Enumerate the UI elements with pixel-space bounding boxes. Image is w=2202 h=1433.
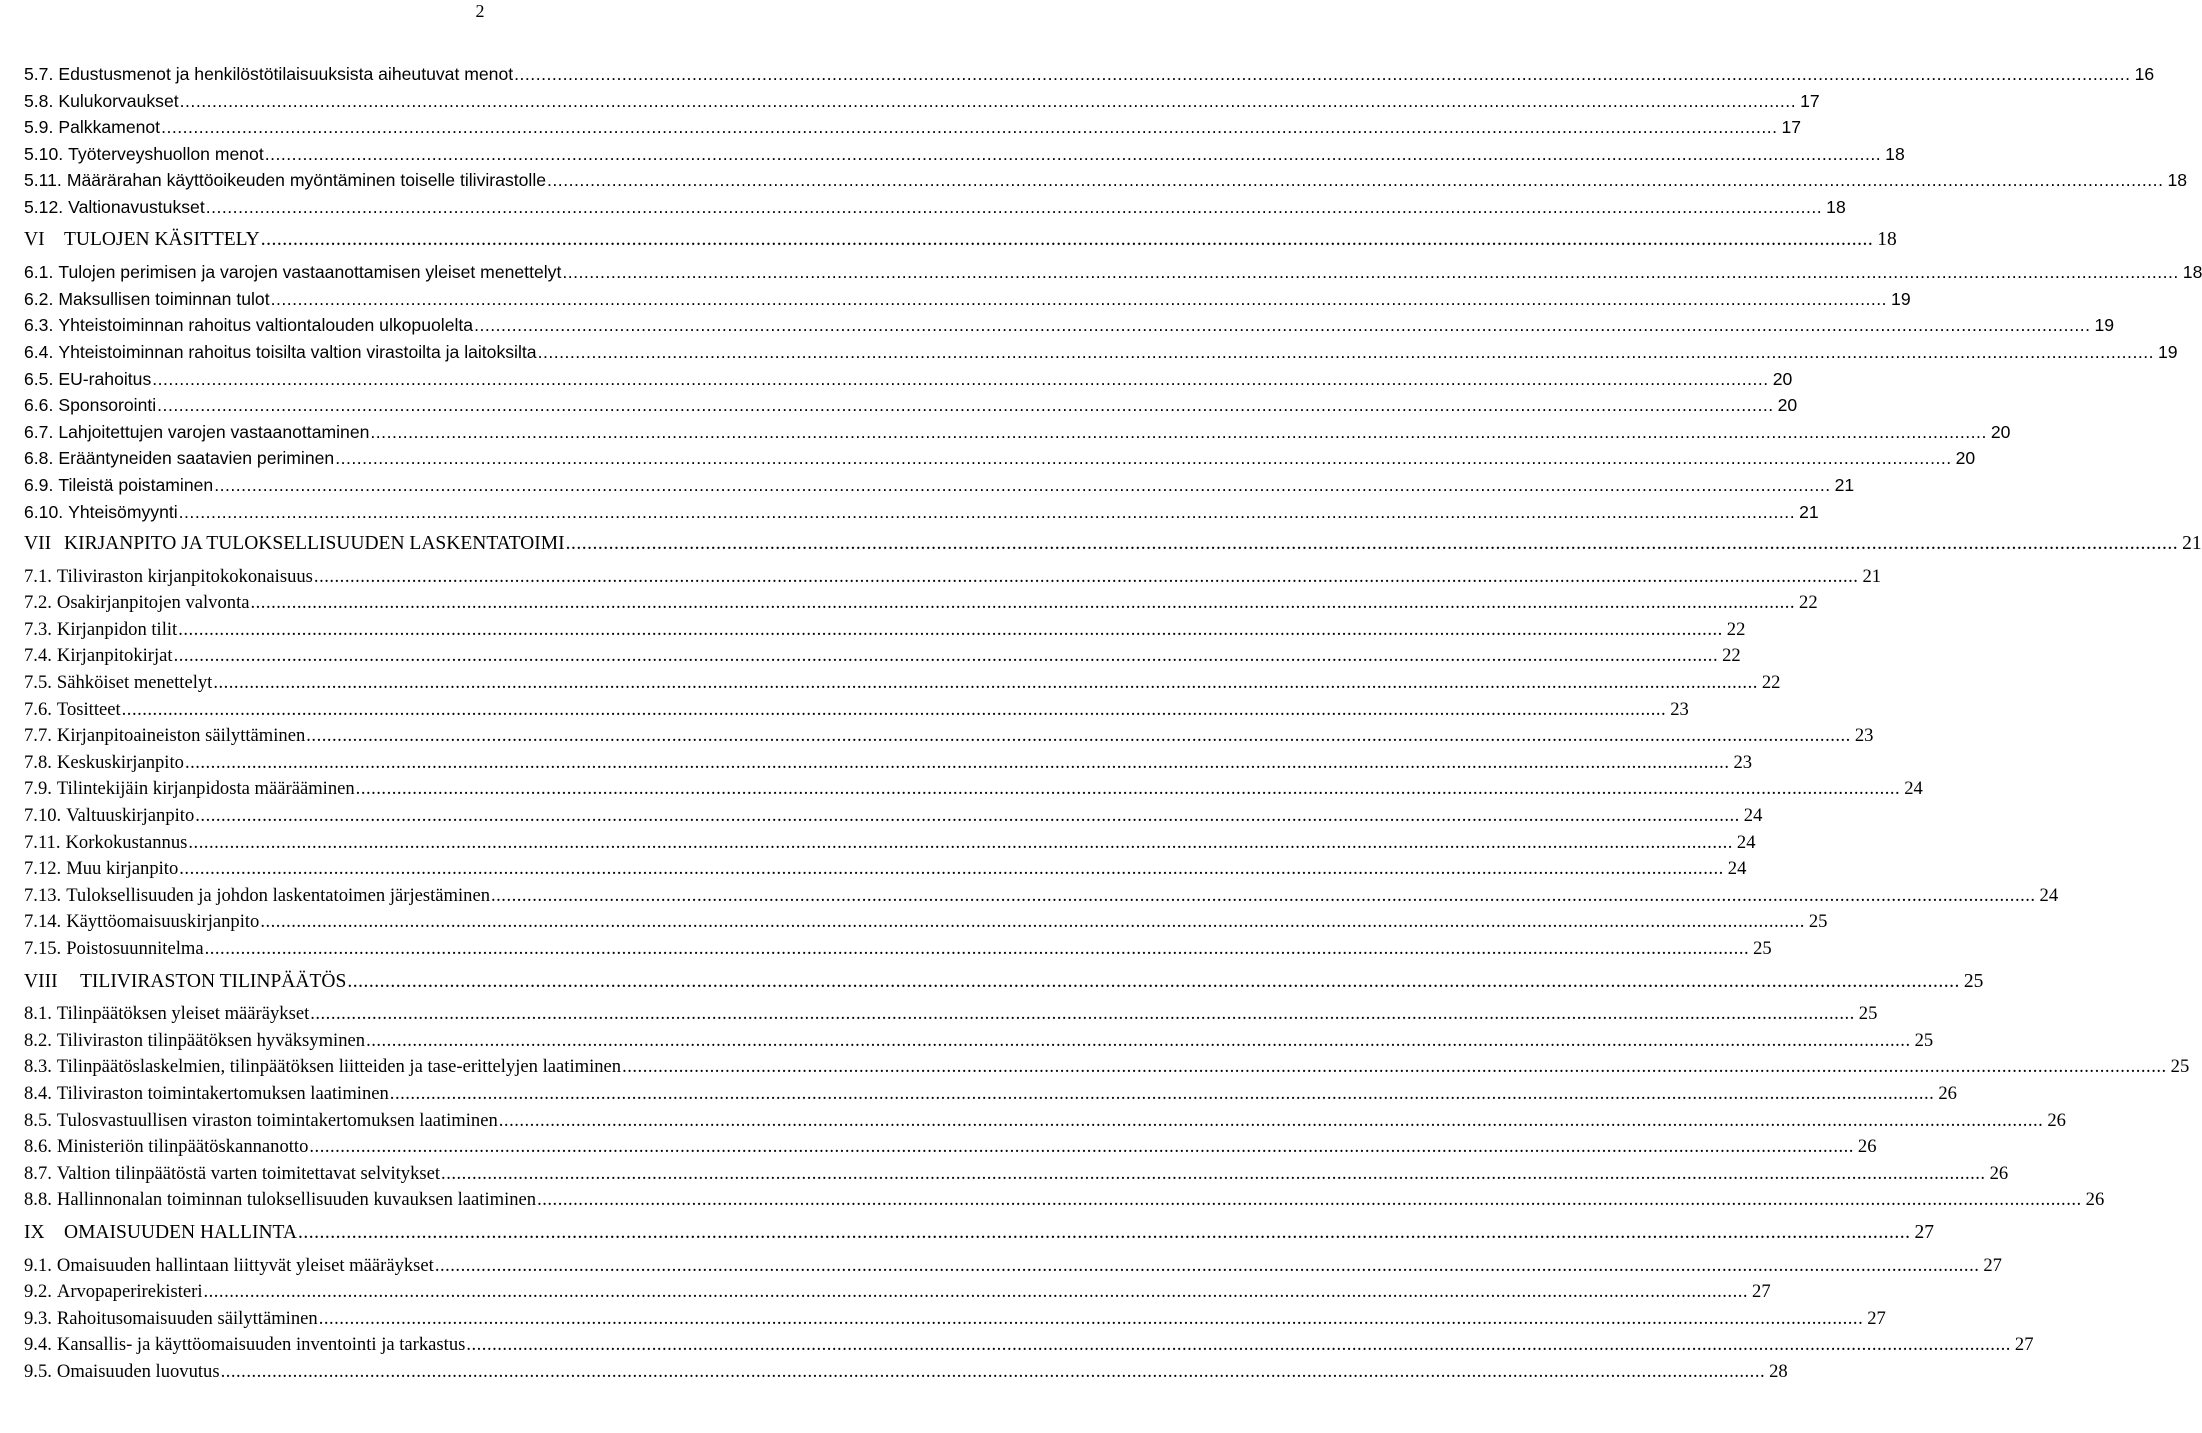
dot-leader: ............................................................................................................................................................................................................................................................................................................ (260, 911, 1805, 933)
toc-entry[interactable] (24, 167, 2188, 194)
toc-section-number: 6.10. (24, 501, 64, 522)
dot-leader: ............................................................................................................................................................................................................................................................................................................ (434, 1254, 1980, 1276)
dot-leader: ............................................................................................................................................................................................................................................................................................................ (195, 805, 1740, 827)
dot-leader: ............................................................................................................................................................................................................................................................................................................ (537, 1189, 2082, 1211)
toc-section-number: 7.7. (24, 725, 52, 747)
toc-section-title: Arvopaperirekisteri (56, 1281, 203, 1303)
dot-leader: ............................................................................................................................................................................................................................................................................................................ (264, 143, 1882, 164)
dot-leader: ............................................................................................................................................................................................................................................................................................................ (184, 751, 1730, 773)
toc-section-title: Rahoitusomaisuuden säilyttäminen (56, 1307, 318, 1329)
toc-entry[interactable] (24, 1279, 1771, 1306)
toc-page-number: 22 (1726, 618, 1746, 640)
toc-page-number: 20 (1772, 368, 1793, 389)
dot-leader: ............................................................................................................................................................................................................................................................................................................ (161, 117, 1778, 138)
toc-section-title: Yhteisömyynti (68, 501, 178, 522)
toc-entry[interactable] (24, 617, 1746, 644)
toc-entry[interactable] (24, 1108, 2066, 1135)
toc-section-number: 7.8. (24, 751, 52, 773)
table-of-contents (24, 61, 2202, 1386)
toc-section-title: Kirjanpidon tilit (56, 618, 178, 640)
toc-section-title: EU-rahoitus (58, 368, 152, 389)
toc-entry[interactable] (24, 883, 2059, 910)
toc-page-number: 18 (1885, 143, 1905, 164)
toc-page-number: 26 (2047, 1109, 2066, 1131)
dot-leader: ............................................................................................................................................................................................................................................................................................................ (474, 315, 2091, 336)
toc-section-title: Valtion tilinpäätöstä varten toimitettavat selvitykset (56, 1162, 441, 1184)
toc-section-number: 6.6. (24, 395, 54, 416)
toc-section-number: 9.3. (24, 1307, 52, 1329)
toc-page-number: 25 (1753, 938, 1772, 959)
toc-entry[interactable] (24, 723, 1874, 750)
toc-page-number: 23 (1854, 725, 1874, 747)
dot-leader: ............................................................................................................................................................................................................................................................................................................ (441, 1162, 1986, 1184)
toc-page-number: 22 (1799, 592, 1818, 614)
dot-leader: ............................................................................................................................................................................................................................................................................................................ (498, 1109, 2044, 1131)
toc-entry[interactable] (24, 856, 1747, 883)
toc-section-number: 6.5. (24, 368, 54, 389)
toc-section-title: Tilintekijäin kirjanpidosta määrääminen (56, 778, 355, 800)
toc-page-number: 21 (2182, 533, 2202, 555)
toc-page-number: 20 (1990, 421, 2011, 442)
toc-section-title: Tulojen perimisen ja varojen vastaanottamisen yleiset menettelyt (58, 262, 562, 283)
dot-leader: ............................................................................................................................................................................................................................................................................................................ (297, 1221, 1911, 1243)
dot-leader: ............................................................................................................................................................................................................................................................................................................ (366, 1029, 1911, 1051)
toc-entry[interactable] (24, 88, 1820, 115)
toc-entry[interactable] (24, 141, 1905, 168)
dot-leader: ............................................................................................................................................................................................................................................................................................................ (622, 1056, 2167, 1078)
dot-leader: ............................................................................................................................................................................................................................................................................................................ (188, 831, 1733, 853)
toc-section-number: 9.5. (24, 1360, 52, 1382)
toc-page-number: 19 (2158, 341, 2178, 362)
toc-page-number: 25 (1858, 1003, 1878, 1025)
dot-leader: ............................................................................................................................................................................................................................................................................................................ (173, 645, 1719, 667)
toc-entry[interactable] (24, 643, 1741, 670)
toc-section-title: Korkokustannus (65, 831, 188, 853)
toc-section-number: 6.7. (24, 421, 54, 442)
toc-section-title: Työterveyshuollon menot (68, 143, 264, 164)
toc-entry[interactable] (24, 114, 1802, 141)
toc-section-number: 8.3. (24, 1056, 52, 1078)
toc-section-number: VI (24, 228, 45, 250)
toc-section-title: Kirjanpitoaineiston säilyttäminen (56, 725, 306, 747)
toc-page-number: 22 (1722, 645, 1741, 667)
toc-entry[interactable] (24, 259, 2202, 286)
toc-page-number: 18 (1877, 228, 1897, 250)
toc-entry[interactable] (24, 776, 1923, 803)
toc-section-number: 5.8. (24, 90, 54, 111)
toc-section-title: Yhteistoiminnan rahoitus toisilta valtion virastoilta ja laitoksilta (58, 341, 537, 362)
dot-leader: ............................................................................................................................................................................................................................................................................................................ (121, 698, 1667, 720)
toc-entry[interactable] (24, 697, 1689, 724)
toc-page-number: 25 (1963, 970, 1984, 992)
toc-section-title: Osakirjanpitojen valvonta (56, 592, 250, 614)
toc-section-number: 6.3. (24, 315, 54, 336)
toc-chapter-heading[interactable] (24, 969, 1984, 996)
dot-leader: ............................................................................................................................................................................................................................................................................................................ (203, 1281, 1749, 1303)
toc-section-title: Hallinnonalan toiminnan tuloksellisuuden kuvauksen laatiminen (56, 1189, 537, 1211)
dot-leader: ............................................................................................................................................................................................................................................................................................................ (537, 341, 2154, 362)
toc-section-number: IX (24, 1221, 45, 1243)
toc-chapter-heading[interactable] (24, 227, 1897, 254)
dot-leader: ............................................................................................................................................................................................................................................................................................................ (562, 262, 2179, 283)
toc-entry[interactable] (24, 909, 1828, 936)
toc-section-number: 7.14. (24, 911, 62, 933)
dot-leader: ............................................................................................................................................................................................................................................................................................................ (179, 858, 1724, 880)
toc-entry[interactable] (24, 936, 1772, 963)
toc-entry[interactable] (24, 499, 1819, 526)
dot-leader: ............................................................................................................................................................................................................................................................................................................ (309, 1136, 1854, 1158)
toc-section-title: Sähköiset menettelyt (56, 672, 213, 694)
toc-page-number: 24 (2039, 884, 2059, 906)
toc-page-number: 28 (1769, 1360, 1788, 1382)
toc-section-number: 5.11. (24, 170, 62, 191)
toc-section-number: 6.9. (24, 474, 54, 495)
toc-section-number: 7.5. (24, 672, 52, 694)
toc-page-number: 24 (1743, 805, 1763, 827)
toc-entry[interactable] (24, 286, 1911, 313)
dot-leader: ............................................................................................................................................................................................................................................................................................................ (491, 884, 2036, 906)
toc-section-number: 8.1. (24, 1003, 52, 1025)
toc-section-number: 8.8. (24, 1189, 52, 1211)
toc-section-number: 6.1. (24, 262, 54, 283)
dot-leader: ............................................................................................................................................................................................................................................................................................................ (466, 1334, 2011, 1356)
toc-section-number: 9.2. (24, 1281, 52, 1303)
toc-section-number: 8.6. (24, 1136, 52, 1158)
toc-entry[interactable] (24, 419, 2011, 446)
toc-section-number: 5.12. (24, 196, 64, 217)
toc-section-title: Erääntyneiden saatavien periminen (58, 448, 335, 469)
toc-section-title: Muu kirjanpito (66, 858, 179, 880)
toc-entry[interactable] (24, 803, 1763, 830)
dot-leader: ............................................................................................................................................................................................................................................................................................................ (178, 501, 1796, 522)
toc-section-title: TULOJEN KÄSITTELY (64, 228, 260, 250)
toc-section-title: Valtuuskirjanpito (66, 805, 195, 827)
dot-leader: ............................................................................................................................................................................................................................................................................................................ (318, 1307, 1864, 1329)
dot-leader: ............................................................................................................................................................................................................................................................................................................ (313, 565, 1859, 587)
toc-section-title: Sponsorointi (58, 395, 157, 416)
toc-page-number: 16 (2134, 64, 2155, 84)
toc-section-number: 9.4. (24, 1334, 52, 1356)
toc-entry[interactable] (24, 445, 1976, 472)
toc-section-number: VII (24, 533, 52, 555)
toc-page-number: 25 (2170, 1056, 2190, 1078)
toc-page-number: 26 (1989, 1162, 2009, 1184)
dot-leader: ............................................................................................................................................................................................................................................................................................................ (157, 395, 1774, 416)
toc-page-number: 27 (1867, 1307, 1886, 1329)
toc-section-number: 8.4. (24, 1082, 52, 1104)
toc-section-title: Kansallis- ja käyttöomaisuuden inventointi ja tarkastus (56, 1334, 466, 1356)
dot-leader: ............................................................................................................................................................................................................................................................................................................ (335, 448, 1952, 469)
toc-section-title: KIRJANPITO JA TULOKSELLISUUDEN LASKENTATOIMI (64, 533, 565, 555)
toc-entry[interactable] (24, 1187, 2105, 1214)
toc-section-title: Lahjoitettujen varojen vastaanottaminen (58, 421, 370, 442)
dot-leader: ............................................................................................................................................................................................................................................................................................................ (389, 1082, 1935, 1104)
toc-section-number: 7.10. (24, 805, 62, 827)
toc-entry[interactable] (24, 472, 1855, 499)
toc-section-number: 8.2. (24, 1029, 52, 1051)
toc-page-number: 27 (1914, 1221, 1934, 1243)
toc-page-number: 19 (2094, 315, 2115, 336)
toc-section-number: 5.9. (24, 117, 54, 138)
toc-section-number: 5.10. (24, 143, 64, 164)
toc-page-number: 21 (1834, 474, 1855, 495)
toc-entry[interactable] (24, 1359, 1788, 1386)
toc-section-title: Tiliviraston kirjanpitokokonaisuus (56, 565, 313, 587)
toc-section-number: 7.15. (24, 938, 62, 959)
toc-section-number: 7.11. (24, 831, 61, 853)
toc-page-number: 27 (1752, 1281, 1771, 1303)
toc-entry[interactable] (24, 1081, 1957, 1108)
toc-section-title: Ministeriön tilinpäätöskannanotto (56, 1136, 309, 1158)
dot-leader: ............................................................................................................................................................................................................................................................................................................ (213, 672, 1758, 694)
toc-entry[interactable] (24, 194, 1846, 221)
toc-section-title: Yhteistoiminnan rahoitus valtiontalouden ulkopuolelta (58, 315, 474, 336)
toc-page-number: 22 (1761, 672, 1781, 694)
dot-leader: ............................................................................................................................................................................................................................................................................................................ (178, 618, 1723, 640)
toc-section-number: VIII (24, 970, 58, 992)
toc-page-number: 20 (1955, 448, 1976, 469)
toc-entry[interactable] (24, 1332, 2034, 1359)
toc-section-number: 7.12. (24, 858, 62, 880)
toc-section-title: Tileistä poistaminen (58, 474, 214, 495)
toc-section-title: Poistosuunnitelma (66, 938, 204, 959)
toc-section-title: Tositteet (56, 698, 121, 720)
toc-entry[interactable] (24, 1306, 1886, 1333)
toc-section-title: Edustusmenot ja henkilöstötilaisuuksista aiheutuvat menot (58, 64, 514, 84)
toc-entry[interactable] (24, 564, 1882, 591)
dot-leader: ............................................................................................................................................................................................................................................................................................................ (370, 421, 1987, 442)
toc-section-title: Tilinpäätöslaskelmien, tilinpäätöksen liitteiden ja tase-erittelyjen laatiminen (56, 1056, 622, 1078)
toc-section-title: Tilinpäätöksen yleiset määräykset (56, 1003, 310, 1025)
dot-leader: ............................................................................................................................................................................................................................................................................................................ (214, 474, 1831, 495)
toc-section-title: Kulukorvaukset (58, 90, 179, 111)
toc-page-number: 25 (1808, 911, 1828, 933)
toc-entry[interactable] (24, 392, 1798, 419)
toc-page-number: 26 (1857, 1136, 1877, 1158)
dot-leader: ............................................................................................................................................................................................................................................................................................................ (220, 1360, 1766, 1382)
toc-section-title: Tiliviraston tilinpäätöksen hyväksyminen (56, 1029, 366, 1051)
dot-leader: ............................................................................................................................................................................................................................................................................................................ (204, 938, 1750, 959)
toc-page-number: 23 (1733, 751, 1753, 773)
toc-section-title: OMAISUUDEN HALLINTA (64, 1221, 297, 1243)
toc-section-title: Keskuskirjanpito (56, 751, 184, 773)
toc-section-number: 7.4. (24, 645, 52, 667)
toc-page-number: 26 (2085, 1189, 2105, 1211)
toc-section-number: 7.6. (24, 698, 52, 720)
dot-leader: ............................................................................................................................................................................................................................................................................................................ (260, 228, 1874, 250)
toc-section-number: 8.5. (24, 1109, 52, 1131)
toc-entry[interactable] (24, 830, 1756, 857)
toc-entry[interactable] (24, 339, 2178, 366)
toc-entry[interactable] (24, 312, 2115, 339)
toc-section-number: 7.1. (24, 565, 52, 587)
toc-section-title: Omaisuuden luovutus (56, 1360, 220, 1382)
toc-page-number: 18 (2167, 170, 2188, 191)
toc-entry[interactable] (24, 1001, 1878, 1028)
toc-section-title: Palkkamenot (58, 117, 161, 138)
dot-leader: ............................................................................................................................................................................................................................................................................................................ (565, 533, 2179, 555)
toc-section-title: Tuloksellisuuden ja johdon laskentatoimen järjestäminen (66, 884, 490, 906)
toc-section-number: 6.4. (24, 341, 54, 362)
toc-section-title: Tiliviraston toimintakertomuksen laatiminen (56, 1082, 389, 1104)
toc-section-title: Maksullisen toiminnan tulot (58, 288, 270, 309)
dot-leader: ............................................................................................................................................................................................................................................................................................................ (270, 288, 1888, 309)
toc-entry[interactable] (24, 590, 1818, 617)
toc-entry[interactable] (24, 1134, 1877, 1161)
toc-page-number: 24 (1736, 831, 1756, 853)
dot-leader: ............................................................................................................................................................................................................................................................................................................ (514, 64, 2131, 84)
toc-entry[interactable] (24, 1028, 1934, 1055)
dot-leader: ............................................................................................................................................................................................................................................................................................................ (355, 778, 1901, 800)
toc-section-title: Tulosvastuullisen viraston toimintakertomuksen laatiminen (56, 1109, 498, 1131)
toc-entry[interactable] (24, 750, 1753, 777)
toc-section-title: Kirjanpitokirjat (56, 645, 173, 667)
toc-entry[interactable] (24, 1161, 2009, 1188)
toc-entry[interactable] (24, 1253, 2002, 1280)
toc-page-number: 24 (1904, 778, 1923, 800)
toc-chapter-heading[interactable] (24, 531, 2202, 558)
toc-chapter-heading[interactable] (24, 1220, 1934, 1247)
dot-leader: ............................................................................................................................................................................................................................................................................................................ (310, 1003, 1855, 1025)
toc-section-number: 6.8. (24, 448, 54, 469)
page-number: 2 (475, 1, 485, 21)
dot-leader: ............................................................................................................................................................................................................................................................................................................ (547, 170, 2164, 191)
toc-section-title: Määrärahan käyttöoikeuden myöntäminen toiselle tilivirastolle (66, 170, 547, 191)
toc-section-number: 5.7. (24, 64, 54, 84)
toc-page-number: 27 (1983, 1254, 2002, 1276)
toc-page-number: 18 (2182, 262, 2202, 283)
toc-page-number: 26 (1938, 1082, 1957, 1104)
toc-section-number: 7.13. (24, 884, 62, 906)
toc-entry[interactable] (24, 366, 1793, 393)
dot-leader: ............................................................................................................................................................................................................................................................................................................ (306, 725, 1851, 747)
toc-section-title: Valtionavustukset (68, 196, 205, 217)
toc-page-number: 27 (2014, 1334, 2034, 1356)
toc-section-number: 9.1. (24, 1254, 52, 1276)
toc-entry[interactable] (24, 1054, 2190, 1081)
toc-section-title: Omaisuuden hallintaan liittyvät yleiset määräykset (56, 1254, 434, 1276)
toc-page-number: 17 (1800, 90, 1820, 111)
toc-entry[interactable] (24, 61, 2155, 88)
toc-page-number: 18 (1826, 196, 1846, 217)
toc-section-number: 7.9. (24, 778, 52, 800)
toc-page-number: 21 (1799, 501, 1819, 522)
dot-leader: ............................................................................................................................................................................................................................................................................................................ (205, 196, 1823, 217)
dot-leader: ............................................................................................................................................................................................................................................................................................................ (152, 368, 1769, 389)
toc-section-title: TILIVIRASTON TILINPÄÄTÖS (80, 970, 347, 992)
toc-page-number: 21 (1862, 565, 1882, 587)
toc-page-number: 17 (1781, 117, 1802, 138)
toc-section-title: Käyttöomaisuuskirjanpito (66, 911, 260, 933)
toc-page-number: 20 (1777, 395, 1798, 416)
dot-leader: ............................................................................................................................................................................................................................................................................................................ (250, 592, 1796, 614)
toc-section-number: 7.3. (24, 618, 52, 640)
toc-section-number: 7.2. (24, 592, 52, 614)
toc-page-number: 19 (1891, 288, 1911, 309)
dot-leader: ............................................................................................................................................................................................................................................................................................................ (179, 90, 1797, 111)
toc-section-number: 6.2. (24, 288, 54, 309)
toc-entry[interactable] (24, 670, 1781, 697)
toc-section-number: 8.7. (24, 1162, 52, 1184)
dot-leader: ............................................................................................................................................................................................................................................................................................................ (347, 970, 1960, 992)
toc-page-number: 24 (1727, 858, 1747, 880)
toc-page-number: 25 (1914, 1029, 1934, 1051)
toc-page-number: 23 (1670, 698, 1689, 720)
